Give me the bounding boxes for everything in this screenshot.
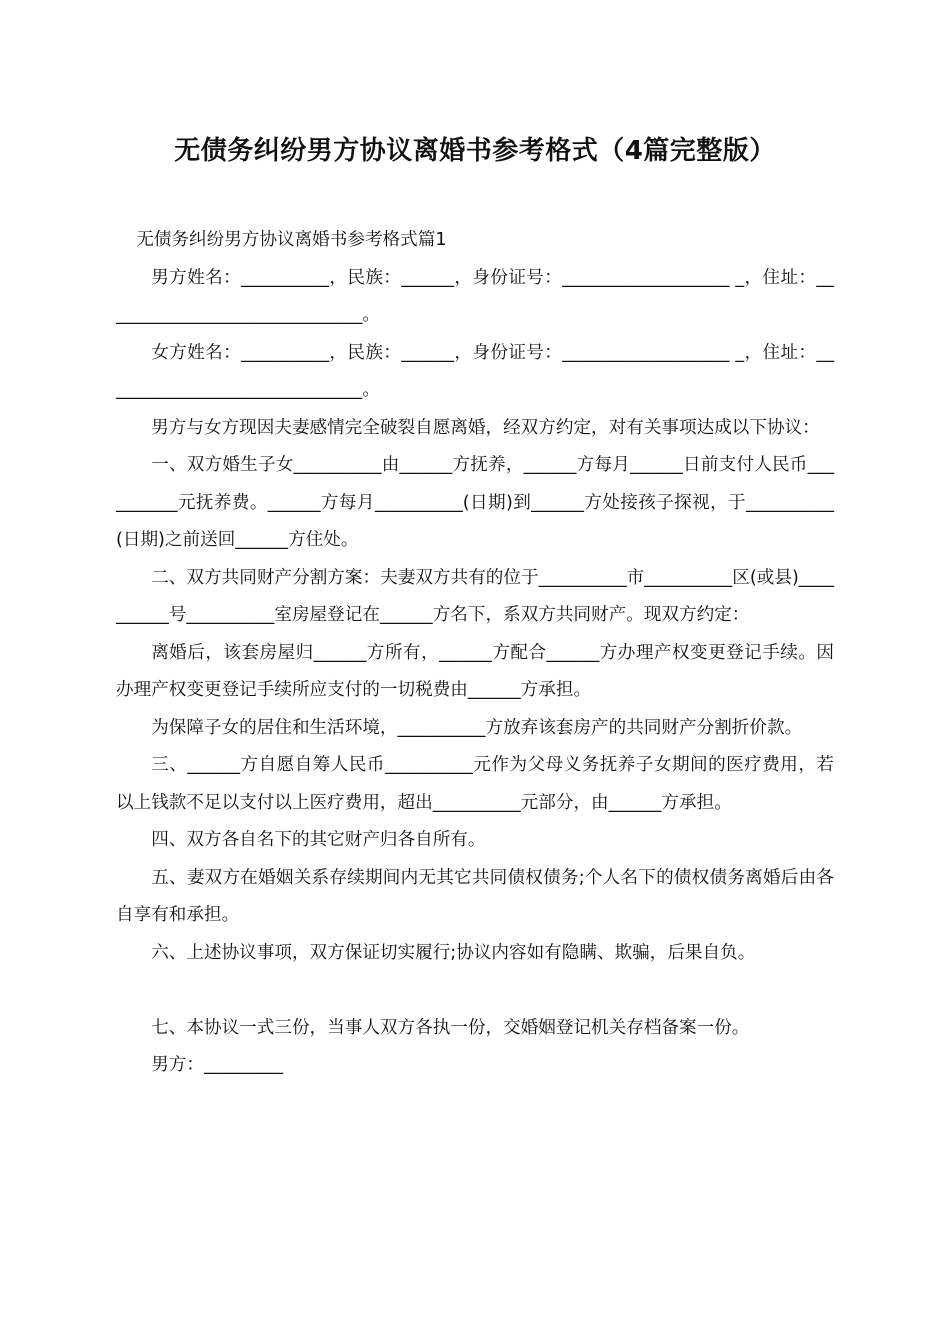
paragraph-male-info: 男方姓名：__________，民族：______，身份证号：___________________ _，住址：______________________________。 — [116, 267, 834, 325]
document-title: 无债务纠纷男方协议离婚书参考格式（4篇完整版） — [174, 136, 776, 166]
paragraph-clause-3: 三、______方自愿自筹人民币__________元作为父母义务抚养子女期间的医疗费用，若以上钱款不足以支付以上医疗费用，超出__________元部分，由______方承担。 — [116, 755, 834, 813]
paragraph-clause-1: 一、双方婚生子女__________由______方抚养，______方每月______日前支付人民币__________元抚养费。______方每月__________(日期)到______方处接孩子探视，于__________(日期)之前送回______方住处。 — [116, 455, 834, 550]
paragraph-female-info: 女方姓名：__________，民族：______，身份证号：___________________ _，住址：______________________________。 — [116, 342, 834, 400]
paragraph-clause-2-waiver: 为保障子女的居住和生活环境，__________方放弃该套房产的共同财产分割折价款。 — [151, 717, 803, 738]
signature-male: 男方：_________ — [151, 1055, 284, 1075]
paragraph-clause-7: 七、本协议一式三份，当事人双方各执一份，交婚姻登记机关存档备案一份。 — [151, 1017, 750, 1038]
paragraph-clause-4: 四、双方各自名下的其它财产归各自所有。 — [151, 830, 486, 850]
paragraph-clause-2-house: 离婚后，该套房屋归______方所有，______方配合______方办理产权变更登记手续。因办理产权变更登记手续所应支付的一切税费由______方承担。 — [116, 642, 834, 700]
section-heading: 无债务纠纷男方协议离婚书参考格式篇1 — [136, 230, 447, 250]
paragraph-clause-2: 二、双方共同财产分割方案：夫妻双方共有的位于__________市__________区(或县)__________号__________室房屋登记在______方名下，系双方共同财产。现双方约定： — [116, 567, 834, 625]
blank-line — [116, 972, 834, 1010]
paragraph-intro: 男方与女方现因夫妻感情完全破裂自愿离婚，经双方约定，对有关事项达成以下协议： — [151, 417, 820, 438]
paragraph-clause-6: 六、上述协议事项，双方保证切实履行;协议内容如有隐瞒、欺骗，后果自负。 — [151, 942, 756, 963]
paragraph-clause-5: 五、妻双方在婚姻关系存续期间内无其它共同债权债务;个人名下的债权债务离婚后由各自享有和承担。 — [116, 867, 834, 925]
document-body — [116, 222, 834, 1085]
